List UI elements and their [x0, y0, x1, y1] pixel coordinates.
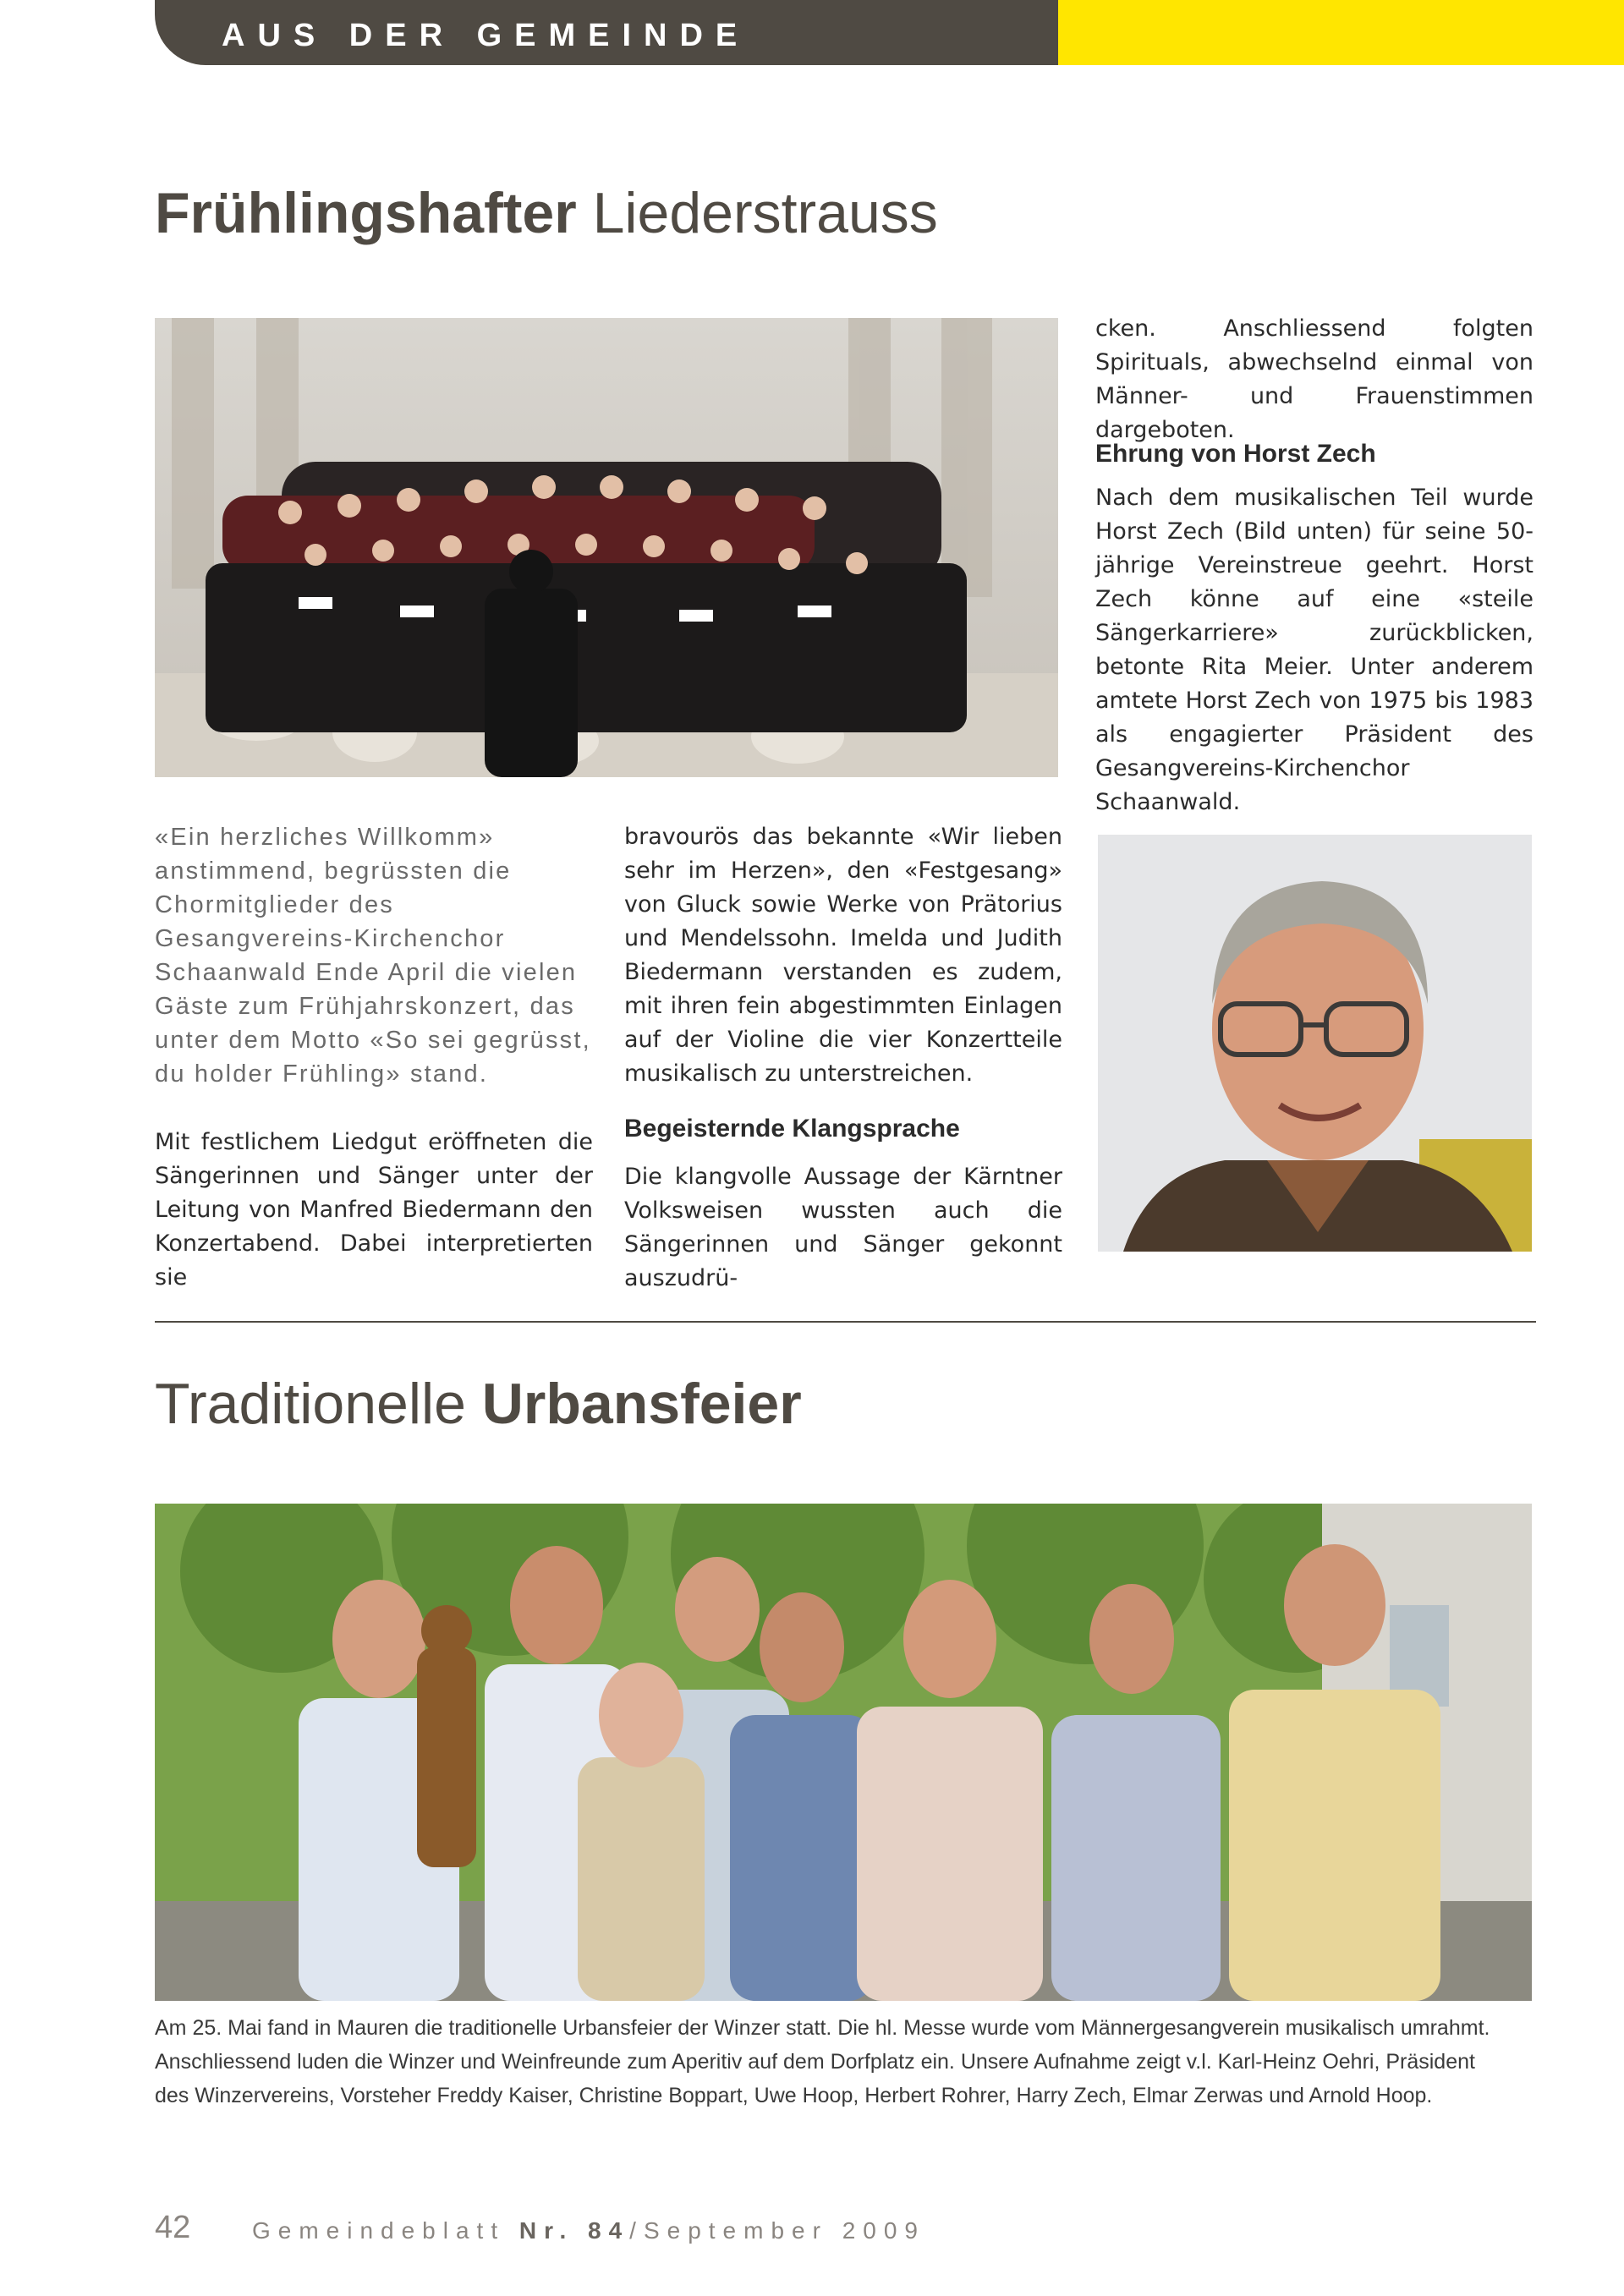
article-divider — [155, 1321, 1536, 1323]
choir-photo — [155, 318, 1058, 777]
publication-footer — [252, 2216, 925, 2246]
issue-date: /September 2009 — [629, 2217, 925, 2244]
article-1-title-light: Liederstrauss — [592, 181, 938, 245]
article-2-title-bold: Urbansfeier — [481, 1372, 802, 1436]
accent-band — [1058, 0, 1624, 65]
group-photo-caption: Am 25. Mai fand in Mauren die traditionelle Urbansfeier der Winzer statt. Die hl. Messe wurde vom Männergesangverein musikalisch umrahmt. Anschliessend luden die Winzer und Weinfreunde zum Aperitiv auf dem Dorfplatz ein. Unsere Aufnahme zeigt v.l. Karl-Heinz Oehri, Präsident des Winzervereins, Vorsteher Freddy Kaiser, Christine Boppart, Uwe Hoop, Herbert Rohrer, Harry Zech, Elmar Zerwas und Arnold Hoop. — [155, 2016, 1490, 2107]
portrait-photo — [1098, 835, 1532, 1252]
article-1-column-2-paragraph: bravourös das bekannte «Wir lieben sehr im Herzen», den «Festgesang» von Gluck sowie Werke von Prätorius und Mendelssohn. Imelda und Judith Biedermann verstanden es zudem, mit ihren fein abgestimmten Einlagen auf der Violine die vier Konzertteile musikalisch zu unterstreichen. — [624, 824, 1062, 1087]
article-1-subhead-klangsprache: Begeisternde Klangsprache — [624, 1115, 960, 1143]
group-photo — [155, 1504, 1532, 2001]
section-title: AUS DER GEMEINDE — [222, 18, 750, 53]
article-1-intro: «Ein herzliches Willkomm» anstimmend, begrüssten die Chormitglieder des Gesangvereins-Kirchenchor Schaanwald Ende April die vielen Gäste zum Frühjahrskonzert, das unter dem Motto «So sei gegrüsst, du holder Frühling» stand. — [155, 824, 591, 1088]
publication-name: Gemeindeblatt — [252, 2217, 506, 2244]
article-2-title — [155, 1370, 802, 1438]
article-1-title-bold: Frühlingshafter — [155, 181, 577, 245]
article-2-title-light: Traditionelle — [155, 1372, 466, 1436]
page-number: 42 — [155, 2210, 191, 2245]
article-1-subhead-ehrung: Ehrung von Horst Zech — [1095, 440, 1376, 468]
article-1-column-1-paragraph: Mit festlichem Liedgut eröffneten die Sängerinnen und Sänger unter der Leitung von Manfred Biedermann den Konzertabend. Dabei interpretierten sie — [155, 1129, 593, 1290]
issue-label: Nr. 84 — [518, 2217, 630, 2244]
article-1-column-3-paragraph-2: Nach dem musikalischen Teil wurde Horst Zech (Bild unten) für seine 50-jährige Vereinstreue geehrt. Horst Zech könne auf eine «steile Sängerkarriere» zurückblicken, betonte Rita Meier. Unter anderem amtete Horst Zech von 1975 bis 1983 als engagierter Präsident des Gesangvereins-Kirchenchor Schaanwald. — [1095, 485, 1533, 815]
article-1-column-2-paragraph-2: Die klangvolle Aussage der Kärntner Volksweisen wussten auch die Sängerinnen und Sänger gekonnt auszudrü- — [624, 1164, 1062, 1291]
article-1-column-3-paragraph-1: cken. Anschliessend folgten Spirituals, abwechselnd einmal von Männer- und Frauenstimmen dargeboten. — [1095, 315, 1533, 443]
article-1-title — [155, 179, 938, 247]
